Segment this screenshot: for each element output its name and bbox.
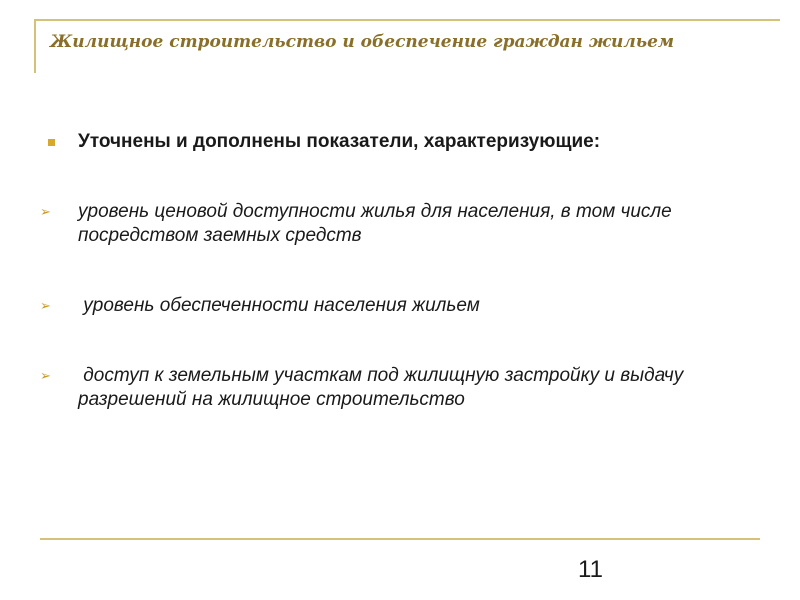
page-number: 11 [578, 556, 603, 583]
arrowhead-bullet-icon: ➢ [40, 369, 51, 384]
slide-body [40, 128, 760, 412]
list-item-text: уровень ценовой доступности жилья для населения, в том числе посредством заемных средств [78, 201, 672, 246]
square-bullet-icon [48, 139, 55, 146]
footer-rule [40, 538, 760, 540]
title-left-rule [34, 19, 36, 73]
arrowhead-bullet-icon: ➢ [40, 299, 51, 314]
heading-row [40, 128, 760, 156]
slide-title: Жилищное строительство и обеспечение граждан жильем [50, 32, 675, 52]
list-item-text: уровень обеспеченности населения жильем [78, 295, 480, 316]
list-item [40, 364, 760, 412]
arrowhead-bullet-icon: ➢ [40, 205, 51, 220]
list-item [40, 200, 760, 248]
title-top-rule [34, 19, 780, 21]
body-heading: Уточнены и дополнены показатели, характеризующие: [78, 131, 601, 152]
list-item [40, 294, 760, 318]
list-item-text: доступ к земельным участкам под жилищную застройку и выдачу разрешений на жилищное строительство [78, 365, 689, 410]
